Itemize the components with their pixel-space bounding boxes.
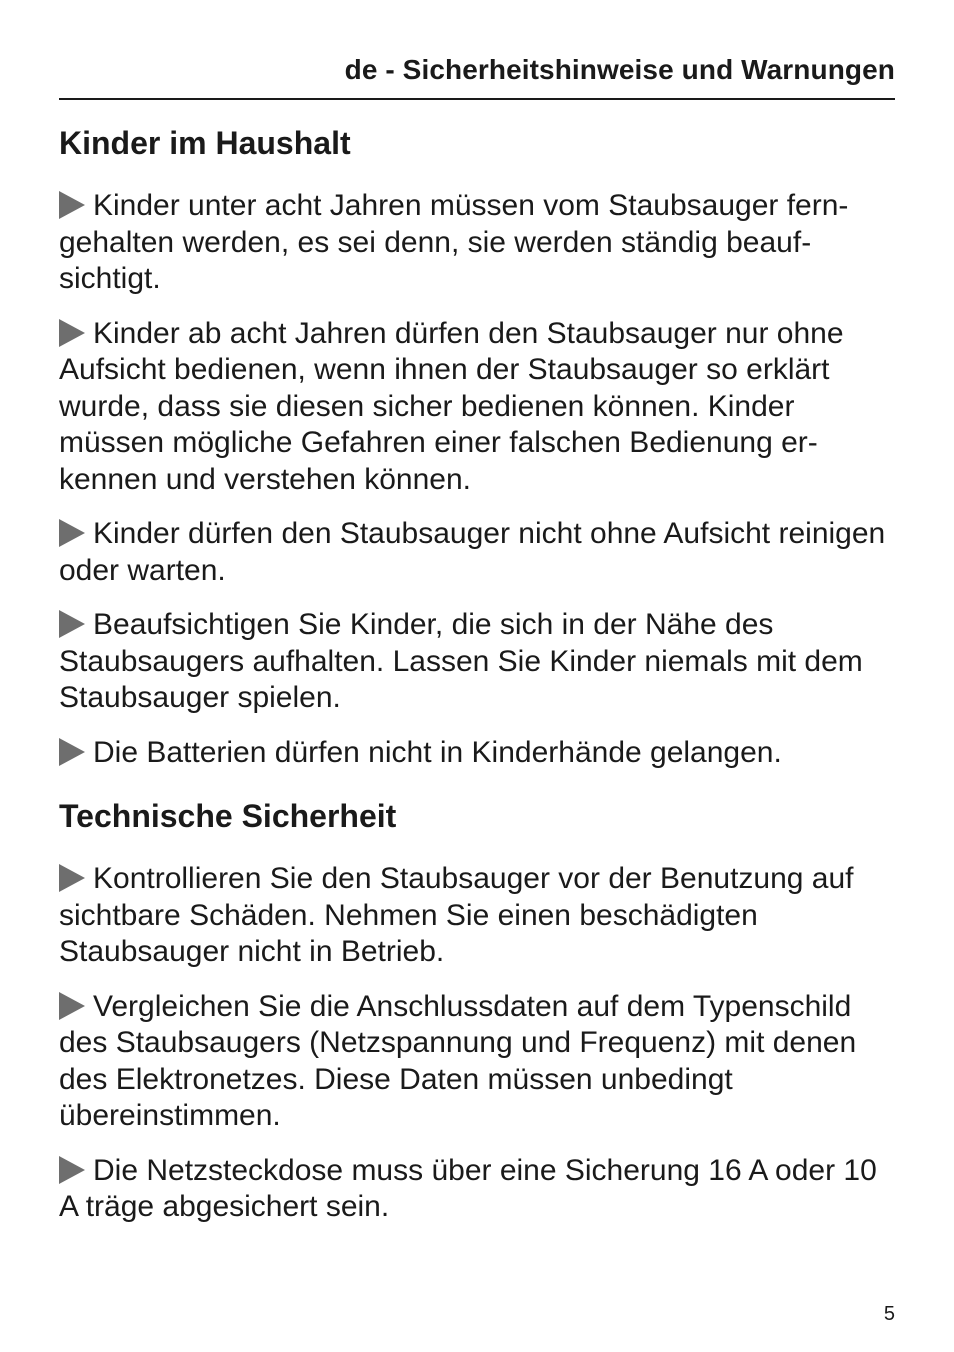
manual-page (59, 0, 895, 1352)
safety-item-text: Vergleichen Sie die Anschlussdaten auf dem Typenschild des Staubsaugers (Netzspannung und Frequenz) mit denen des Elektronetzes. Diese Daten müssen unbedingt übereinstimmen. (59, 989, 857, 1132)
safety-item (59, 989, 895, 1135)
triangle-arrow-right-icon (59, 1156, 85, 1184)
safety-item (59, 188, 895, 298)
triangle-arrow-right-icon (59, 864, 85, 892)
safety-item-text: Kontrollieren Sie den Staubsauger vor der Benutzung auf sichtbare Schäden. Nehmen Sie einen beschädigten Staubsauger nicht in Betrieb. (59, 862, 854, 968)
safety-item (59, 1153, 895, 1226)
section-technical-safety (59, 795, 895, 1226)
section-children-in-household (59, 122, 895, 771)
safety-item (59, 607, 895, 717)
safety-item (59, 516, 895, 589)
triangle-arrow-right-icon (59, 191, 85, 219)
safety-item-text: Die Batterien dürfen nicht in Kinderhände gelangen. (93, 735, 782, 769)
safety-item-text: Beaufsichtigen Sie Kinder, die sich in der Nähe des Staubsaugers aufhalten. Lassen Sie Kinder niemals mit dem Staubsauger spielen. (59, 608, 863, 714)
safety-item (59, 735, 895, 772)
triangle-arrow-right-icon (59, 992, 85, 1020)
page-number: 5 (883, 1303, 895, 1325)
safety-item (59, 316, 895, 499)
section-title: Kinder im Haushalt (59, 125, 351, 161)
triangle-arrow-right-icon (59, 738, 85, 766)
safety-item-text: Kinder unter acht Jahren müssen vom Staubsauger ferngehalten werden, es sei denn, sie werden ständig beaufsichtigt. (59, 189, 849, 295)
triangle-arrow-right-icon (59, 610, 85, 638)
section-title: Technische Sicherheit (59, 798, 397, 834)
page-content (59, 122, 895, 1244)
safety-item-text: Kinder ab acht Jahren dürfen den Staubsauger nur ohne Aufsicht bedienen, wenn ihnen der Staubsauger so erklärt wurde, dass sie diesen sicher bedienen können. Kinder müssen mögliche Gefahren einer falschen Bedienung erkennen und verstehen können. (59, 316, 844, 496)
header-divider (59, 98, 895, 100)
safety-item (59, 861, 895, 971)
triangle-arrow-right-icon (59, 519, 85, 547)
safety-item-text: Kinder dürfen den Staubsauger nicht ohne Aufsicht reinigen oder warten. (59, 517, 886, 587)
triangle-arrow-right-icon (59, 319, 85, 347)
running-header: de - Sicherheitshinweise und Warnungen (344, 54, 895, 85)
safety-item-text: Die Netzsteckdose muss über eine Sicherung 16 A oder 10 A träge abgesichert sein. (59, 1153, 877, 1223)
